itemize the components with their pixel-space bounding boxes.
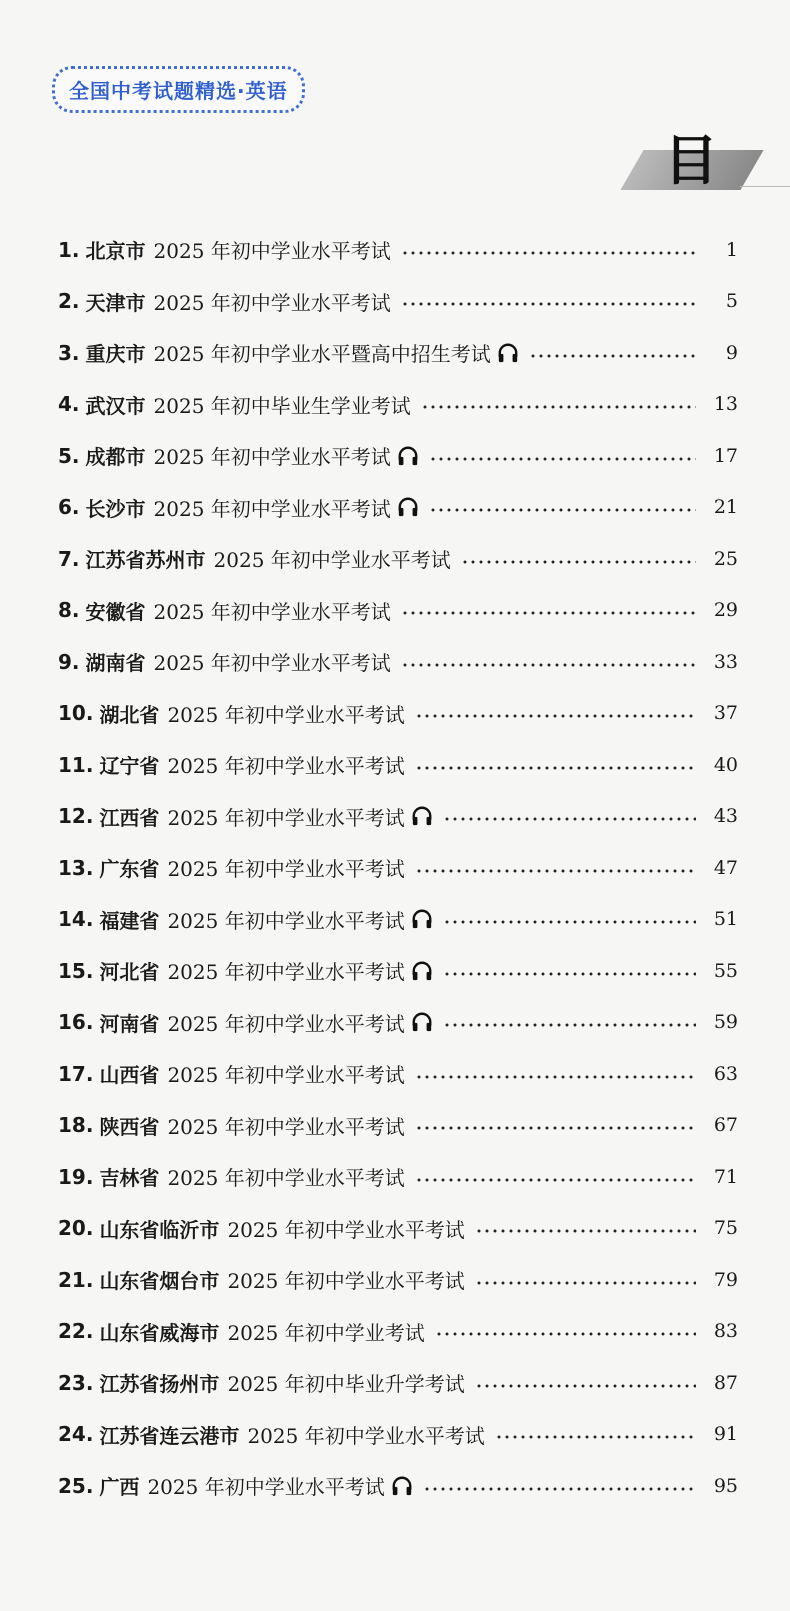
toc-entry[interactable] bbox=[58, 894, 738, 946]
entry-title: 2025 年初中学业水平考试 bbox=[167, 1166, 405, 1191]
headphone-icon bbox=[497, 342, 519, 364]
entry-page-number: 33 bbox=[713, 650, 738, 673]
entry-region: 湖南省 bbox=[85, 651, 146, 676]
toc-entry[interactable] bbox=[58, 379, 738, 431]
entry-title: 2025 年初中毕业升学考试 bbox=[227, 1372, 465, 1397]
entry-number: 25. bbox=[58, 1473, 94, 1498]
dot-leader bbox=[475, 1229, 696, 1233]
dot-leader bbox=[401, 251, 696, 255]
entry-page-number: 21 bbox=[713, 496, 738, 519]
entry-region: 北京市 bbox=[85, 239, 146, 264]
entry-region: 安徽省 bbox=[85, 599, 146, 624]
dot-leader bbox=[401, 611, 696, 615]
entry-title: 2025 年初中学业水平考试 bbox=[153, 496, 391, 521]
entry-number: 16. bbox=[58, 1010, 94, 1035]
entry-title: 2025 年初中学业水平考试 bbox=[153, 445, 391, 470]
entry-title: 2025 年初中学业水平考试 bbox=[247, 1423, 485, 1448]
entry-region: 广东省 bbox=[99, 857, 160, 882]
toc-entry[interactable] bbox=[58, 276, 738, 328]
dot-leader bbox=[443, 972, 696, 976]
dot-leader bbox=[429, 457, 696, 461]
entry-page-number: 25 bbox=[713, 547, 738, 570]
dot-leader bbox=[429, 508, 696, 512]
entry-region: 广西 bbox=[99, 1475, 140, 1500]
entry-number: 15. bbox=[58, 958, 94, 983]
toc-entry[interactable] bbox=[58, 224, 738, 276]
entry-region: 山东省临沂市 bbox=[99, 1217, 220, 1242]
entry-title: 2025 年初中学业水平考试 bbox=[227, 1269, 465, 1294]
entry-page-number: 51 bbox=[713, 908, 738, 931]
toc-entry[interactable] bbox=[58, 739, 738, 791]
headphone-icon bbox=[411, 1011, 433, 1033]
series-badge: 全国中考试题精选·英语 bbox=[52, 66, 305, 113]
entry-page-number: 5 bbox=[725, 290, 738, 313]
entry-title: 2025 年初中学业水平暨高中招生考试 bbox=[153, 342, 491, 367]
dot-leader bbox=[401, 302, 696, 306]
entry-page-number: 63 bbox=[713, 1062, 738, 1085]
headphone-icon bbox=[397, 445, 419, 467]
entry-region: 江苏省扬州市 bbox=[99, 1372, 220, 1397]
entry-number: 8. bbox=[58, 598, 80, 623]
dot-leader bbox=[435, 1332, 696, 1336]
table-of-contents bbox=[58, 224, 738, 1512]
entry-number: 18. bbox=[58, 1113, 94, 1138]
entry-title: 2025 年初中学业水平考试 bbox=[167, 908, 405, 933]
entry-title: 2025 年初中学业水平考试 bbox=[153, 651, 391, 676]
entry-region: 江西省 bbox=[99, 805, 160, 830]
entry-number: 11. bbox=[58, 752, 94, 777]
dot-leader bbox=[421, 405, 696, 409]
dot-leader bbox=[415, 1126, 696, 1130]
entry-region: 重庆市 bbox=[85, 342, 146, 367]
headphone-icon bbox=[411, 908, 433, 930]
entry-number: 6. bbox=[58, 495, 80, 520]
toc-entry[interactable] bbox=[58, 997, 738, 1049]
entry-number: 3. bbox=[58, 340, 80, 365]
toc-entry[interactable] bbox=[58, 945, 738, 997]
entry-number: 21. bbox=[58, 1267, 94, 1292]
entry-number: 5. bbox=[58, 443, 80, 468]
entry-number: 1. bbox=[58, 237, 80, 262]
heading-divider bbox=[740, 186, 790, 187]
entry-title: 2025 年初中学业水平考试 bbox=[147, 1475, 385, 1500]
dot-leader bbox=[401, 663, 696, 667]
entry-title: 2025 年初中学业水平考试 bbox=[153, 290, 391, 315]
dot-leader bbox=[443, 817, 696, 821]
toc-entry[interactable] bbox=[58, 688, 738, 740]
entry-page-number: 67 bbox=[713, 1114, 738, 1137]
dot-leader bbox=[423, 1487, 696, 1491]
entry-number: 14. bbox=[58, 907, 94, 932]
toc-entry[interactable] bbox=[58, 1460, 738, 1512]
dot-leader bbox=[415, 766, 696, 770]
entry-region: 辽宁省 bbox=[99, 754, 160, 779]
entry-region: 湖北省 bbox=[99, 702, 160, 727]
dot-leader bbox=[443, 920, 696, 924]
entry-page-number: 71 bbox=[713, 1165, 738, 1188]
headphone-icon bbox=[411, 805, 433, 827]
entry-region: 成都市 bbox=[85, 445, 146, 470]
entry-region: 河北省 bbox=[99, 960, 160, 985]
dot-leader bbox=[415, 1075, 696, 1079]
entry-title: 2025 年初中学业水平考试 bbox=[167, 1114, 405, 1139]
toc-entry[interactable] bbox=[58, 1409, 738, 1461]
entry-region: 长沙市 bbox=[85, 496, 146, 521]
entry-number: 13. bbox=[58, 855, 94, 880]
entry-number: 7. bbox=[58, 546, 80, 571]
toc-entry[interactable] bbox=[58, 1151, 738, 1203]
entry-number: 4. bbox=[58, 392, 80, 417]
entry-title: 2025 年初中毕业生学业考试 bbox=[153, 393, 411, 418]
entry-title: 2025 年初中学业水平考试 bbox=[153, 599, 391, 624]
entry-page-number: 55 bbox=[713, 959, 738, 982]
dot-leader bbox=[461, 560, 696, 564]
entry-title: 2025 年初中学业水平考试 bbox=[167, 702, 405, 727]
toc-entry[interactable] bbox=[58, 1357, 738, 1409]
dot-leader bbox=[529, 354, 696, 358]
entry-page-number: 83 bbox=[713, 1320, 738, 1343]
entry-page-number: 79 bbox=[713, 1268, 738, 1291]
toc-entry[interactable] bbox=[58, 533, 738, 585]
entry-title: 2025 年初中学业水平考试 bbox=[167, 754, 405, 779]
dot-leader bbox=[415, 714, 696, 718]
entry-number: 24. bbox=[58, 1422, 94, 1447]
dot-leader bbox=[475, 1281, 696, 1285]
headphone-icon bbox=[411, 960, 433, 982]
entry-region: 吉林省 bbox=[99, 1166, 160, 1191]
entry-page-number: 40 bbox=[713, 753, 738, 776]
entry-number: 22. bbox=[58, 1319, 94, 1344]
toc-entry[interactable] bbox=[58, 327, 738, 379]
entry-title: 2025 年初中学业水平考试 bbox=[167, 1063, 405, 1088]
dot-leader bbox=[475, 1384, 696, 1388]
entry-title: 2025 年初中学业水平考试 bbox=[227, 1217, 465, 1242]
entry-number: 23. bbox=[58, 1370, 94, 1395]
entry-page-number: 9 bbox=[725, 341, 738, 364]
entry-region: 天津市 bbox=[85, 290, 146, 315]
dot-leader bbox=[495, 1435, 696, 1439]
entry-page-number: 87 bbox=[713, 1371, 738, 1394]
entry-title: 2025 年初中学业水平考试 bbox=[167, 1011, 405, 1036]
entry-number: 20. bbox=[58, 1216, 94, 1241]
entry-page-number: 1 bbox=[725, 238, 738, 261]
toc-entry[interactable] bbox=[58, 1203, 738, 1255]
entry-title: 2025 年初中学业水平考试 bbox=[167, 857, 405, 882]
toc-entry[interactable] bbox=[58, 482, 738, 534]
entry-region: 山西省 bbox=[99, 1063, 160, 1088]
entry-number: 17. bbox=[58, 1061, 94, 1086]
toc-entry[interactable] bbox=[58, 1306, 738, 1358]
dot-leader bbox=[415, 869, 696, 873]
headphone-icon bbox=[397, 496, 419, 518]
entry-page-number: 75 bbox=[713, 1217, 738, 1240]
entry-title: 2025 年初中学业水平考试 bbox=[167, 805, 405, 830]
entry-number: 10. bbox=[58, 701, 94, 726]
entry-number: 2. bbox=[58, 289, 80, 314]
entry-number: 12. bbox=[58, 804, 94, 829]
entry-page-number: 29 bbox=[713, 599, 738, 622]
toc-entry[interactable] bbox=[58, 1048, 738, 1100]
entry-region: 山东省威海市 bbox=[99, 1320, 220, 1345]
dot-leader bbox=[415, 1178, 696, 1182]
entry-page-number: 17 bbox=[713, 444, 738, 467]
entry-page-number: 59 bbox=[713, 1011, 738, 1034]
toc-entry[interactable] bbox=[58, 842, 738, 894]
toc-entry[interactable] bbox=[58, 791, 738, 843]
entry-region: 江苏省连云港市 bbox=[99, 1423, 240, 1448]
entry-region: 武汉市 bbox=[85, 393, 146, 418]
entry-title: 2025 年初中学业考试 bbox=[227, 1320, 425, 1345]
entry-title: 2025 年初中学业水平考试 bbox=[213, 548, 451, 573]
entry-title: 2025 年初中学业水平考试 bbox=[153, 239, 391, 264]
entry-page-number: 91 bbox=[713, 1423, 738, 1446]
entry-region: 河南省 bbox=[99, 1011, 160, 1036]
entry-page-number: 43 bbox=[713, 805, 738, 828]
entry-region: 山东省烟台市 bbox=[99, 1269, 220, 1294]
toc-entry[interactable] bbox=[58, 1254, 738, 1306]
contents-heading: 目 bbox=[664, 129, 718, 192]
entry-page-number: 95 bbox=[713, 1474, 738, 1497]
toc-entry[interactable] bbox=[58, 585, 738, 637]
entry-region: 陕西省 bbox=[99, 1114, 160, 1139]
dot-leader bbox=[443, 1023, 696, 1027]
entry-page-number: 13 bbox=[713, 393, 738, 416]
toc-entry[interactable] bbox=[58, 1100, 738, 1152]
entry-page-number: 37 bbox=[713, 702, 738, 725]
entry-region: 江苏省苏州市 bbox=[85, 548, 206, 573]
toc-entry[interactable] bbox=[58, 430, 738, 482]
entry-title: 2025 年初中学业水平考试 bbox=[167, 960, 405, 985]
entry-page-number: 47 bbox=[713, 856, 738, 879]
entry-region: 福建省 bbox=[99, 908, 160, 933]
toc-entry[interactable] bbox=[58, 636, 738, 688]
headphone-icon bbox=[391, 1475, 413, 1497]
entry-number: 9. bbox=[58, 649, 80, 674]
entry-number: 19. bbox=[58, 1164, 94, 1189]
